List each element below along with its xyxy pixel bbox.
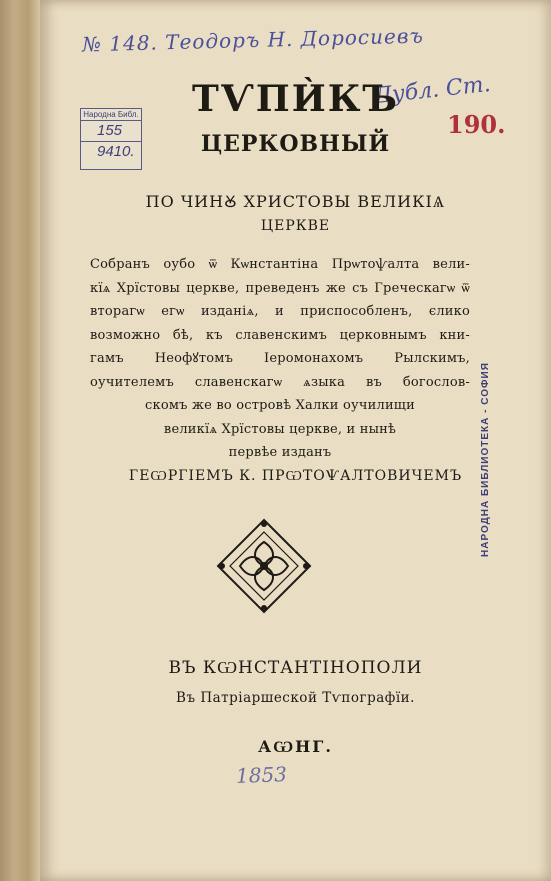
handwritten-owner-inscription: № 148. Теодоръ Н. Доросиевъ xyxy=(81,23,425,57)
description-line: кїѧ Хрїстовы церкве, преведенъ же съ Греческагѡ ѿ xyxy=(90,280,470,296)
library-vertical-stamp: НАРОДНА БИБЛИОТЕКА - СОФИЯ xyxy=(480,362,491,558)
stamp-row-2: 9410. xyxy=(97,143,135,160)
description-line: вторагѡ егѡ изданіѧ, и приспособленъ, єлико xyxy=(90,304,470,319)
publication-place: ВЪ КѠНСТАНТІНОПОЛИ xyxy=(168,658,423,678)
book-subtitle-line-3: ЦЕРКВЕ xyxy=(260,218,331,234)
book-title: ТѴПЍКЪ xyxy=(192,78,399,120)
description-line: оучителемъ славенскагѡ ѧзыка въ богослов- xyxy=(90,374,470,390)
description-line: скомъ же во островѣ Халки оучилищи xyxy=(145,398,415,413)
handwritten-number: 190. xyxy=(447,110,506,139)
handwritten-shelf-note: Дубл. Ст. xyxy=(373,71,492,110)
description-line: Собранъ оубо ѿ Кѡнстантіна Прѡтоѱалта вели- xyxy=(90,257,470,272)
book-spine xyxy=(0,0,40,881)
stamp-row-1: 155 xyxy=(81,121,141,142)
description-line: великїѧ Хрїстовы церкве, и нынѣ xyxy=(163,421,397,437)
handwritten-year: 1853 xyxy=(235,762,288,788)
description-line: возможно бѣ, къ славенскимъ церковнымъ кни- xyxy=(90,327,470,343)
author-line: ГЕѠРГІЕМЪ К. ПРѠТОѰАЛТОВИЧЕМЪ xyxy=(128,468,463,484)
title-description-block xyxy=(90,253,470,465)
book-subtitle-line-2: ПО ЧИНꙊ ХРИСТОВЫ ВЕЛИКІѦ xyxy=(145,192,446,211)
stamp-header: Народна Библ. xyxy=(81,109,141,121)
publication-year: АѠНГ. xyxy=(258,737,333,756)
book-subtitle: ЦЕРКОВНЫЙ xyxy=(200,131,391,157)
publisher-press: Въ Патріаршеской Тѵпографїи. xyxy=(176,690,415,706)
decorative-ornament-icon xyxy=(214,516,314,616)
description-line: первѣе изданъ xyxy=(228,445,332,460)
description-line: гамъ Неофꙋтомъ Іеромонахомъ Рылскимъ, xyxy=(90,351,470,366)
